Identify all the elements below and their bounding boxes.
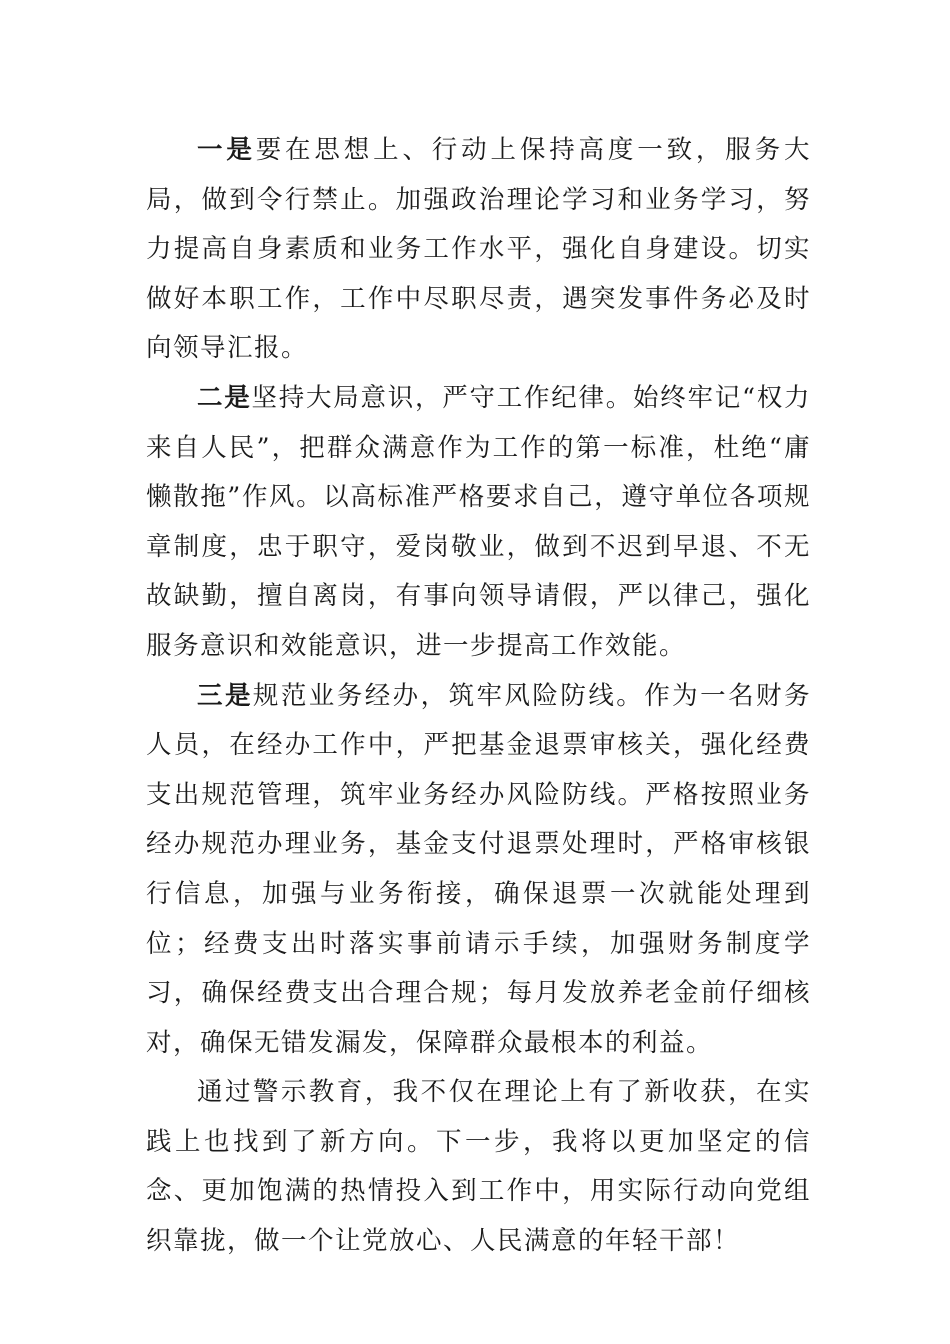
paragraph-1-text: 要在思想上、行动上保持高度一致，服务大局，做到令行禁止。加强政治理论学习和业务学习，努力提高自身素质和业务工作水平，强化自身建设。切实做好本职工作，工作中尽职尽责，遇突发事件务必及时向领导汇报。 (146, 135, 811, 364)
paragraph-1-lead: 一是 (197, 135, 256, 165)
paragraph-1 (146, 126, 811, 374)
paragraph-2-text: 坚持大局意识，严守工作纪律。始终牢记“权力来自人民”，把群众满意作为工作的第一标准，杜绝“庸懒散拖”作风。以高标准严格要求自己，遵守单位各项规章制度，忠于职守，爱岗敬业，做到不迟到早退、不无故缺勤，擅自离岗，有事向领导请假，严以律己，强化服务意识和效能意识，进一步提高工作效能。 (146, 382, 811, 661)
paragraph-4-text: 通过警示教育，我不仅在理论上有了新收获，在实践上也找到了新方向。下一步，我将以更加坚定的信念、更加饱满的热情投入到工作中，用实际行动向党组织靠拢，做一个让党放心、人民满意的年轻干部！ (146, 1077, 811, 1257)
paragraph-3-text: 规范业务经办，筑牢风险防线。作为一名财务人员，在经办工作中，严把基金退票审核关，强化经费支出规范管理，筑牢业务经办风险防线。严格按照业务经办规范办理业务，基金支付退票处理时，严格审核银行信息，加强与业务衔接，确保退票一次就能处理到位；经费支出时落实事前请示手续，加强财务制度学习，确保经费支出合理合规；每月发放养老金前仔细核对，确保无错发漏发，保障群众最根本的利益。 (146, 680, 811, 1058)
paragraph-4 (146, 1068, 811, 1266)
paragraph-2 (146, 374, 811, 672)
paragraph-2-lead: 二是 (197, 382, 252, 413)
paragraph-3-lead: 三是 (197, 680, 253, 711)
paragraph-3 (146, 672, 811, 1069)
document-body (146, 126, 811, 1267)
